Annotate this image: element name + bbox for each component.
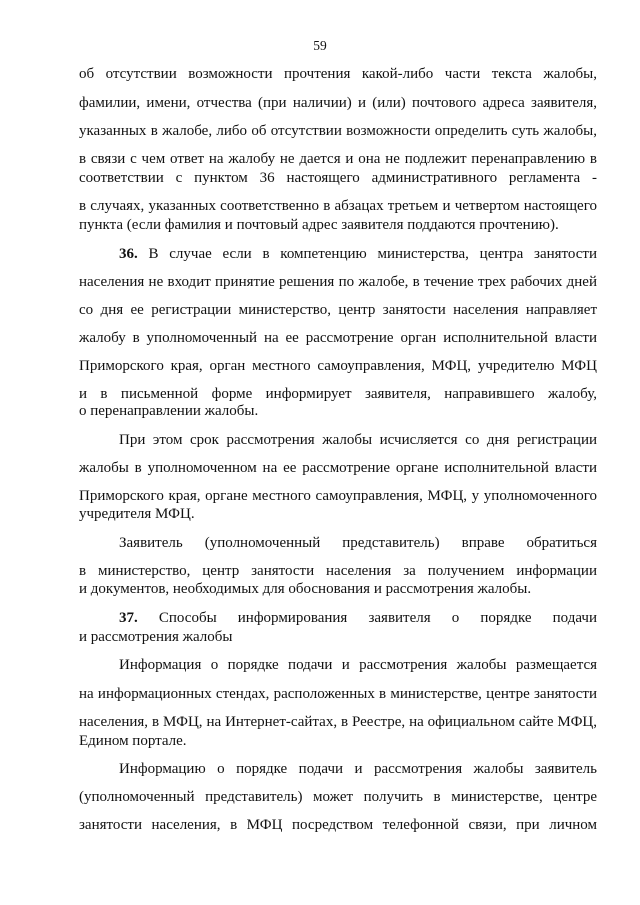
text-line: пункта (если фамилия и почтовый адрес заявителя поддаются прочтению). — [79, 217, 559, 233]
text-line: соответствии с пунктом 36 настоящего административного регламента - — [79, 170, 597, 186]
text-line: в связи с чем ответ на жалобу не дается и она не подлежит перенаправлению в — [79, 151, 597, 167]
text-line: населения не входит принятие решения по жалобе, в течение трех рабочих дней — [79, 274, 597, 290]
text-line: на информационных стендах, расположенных в министерстве, центре занятости — [79, 686, 597, 702]
text-line: в министерство, центр занятости населения за получением информации — [79, 563, 597, 579]
text-line: Информацию о порядке подачи и рассмотрения жалобы заявитель — [119, 761, 597, 777]
clause-37-first-line: 37. Способы информирования заявителя о порядке подачи — [119, 610, 597, 626]
text-line: указанных в жалобе, либо об отсутствии возможности определить суть жалобы, — [79, 123, 597, 139]
text-line: в случаях, указанных соответственно в абзацах третьем и четвертом настоящего — [79, 198, 597, 214]
text-line: о перенаправлении жалобы. — [79, 403, 259, 419]
text-line: жалобы в уполномоченном на ее рассмотрение органе исполнительной власти — [79, 460, 597, 476]
text-line: Заявитель (уполномоченный представитель) вправе обратиться — [119, 535, 597, 551]
text-line: жалобу в уполномоченный на ее рассмотрение орган исполнительной власти — [79, 330, 597, 346]
page-number: 59 — [313, 38, 327, 53]
text-line: Информация о порядке подачи и рассмотрения жалобы размещается — [119, 657, 597, 673]
text-line: населения, в МФЦ, на Интернет-сайтах, в Реестре, на официальном сайте МФЦ, — [79, 714, 597, 730]
text-line: и в письменной форме информирует заявителя, направившего жалобу, — [79, 386, 597, 402]
clause-number: 36. — [119, 246, 138, 262]
text-line: об отсутствии возможности прочтения какой-либо части текста жалобы, — [79, 66, 597, 82]
text-line: фамилии, имени, отчества (при наличии) и (или) почтового адреса заявителя, — [79, 95, 597, 111]
text-line: Приморского края, органе местного самоуправления, МФЦ, у уполномоченного — [79, 488, 597, 504]
clause-number: 37. — [119, 610, 138, 626]
text-line: и документов, необходимых для обоснования и рассмотрения жалобы. — [79, 581, 532, 597]
text-line: (уполномоченный представитель) может получить в министерстве, центре — [79, 789, 597, 805]
text-line: Едином портале. — [79, 733, 187, 749]
text-line: учредителя МФЦ. — [79, 506, 195, 522]
clause-36-first-line: 36. В случае если в компетенцию министерства, центра занятости — [119, 246, 597, 262]
text-line: Приморского края, орган местного самоуправления, МФЦ, учредителю МФЦ — [79, 358, 597, 374]
text-line: При этом срок рассмотрения жалобы исчисляется со дня регистрации — [119, 432, 597, 448]
text-line: со дня ее регистрации министерство, центр занятости населения направляет — [79, 302, 597, 318]
text-line: занятости населения, в МФЦ посредством телефонной связи, при личном — [79, 817, 597, 833]
text-line: и рассмотрения жалобы — [79, 629, 233, 645]
